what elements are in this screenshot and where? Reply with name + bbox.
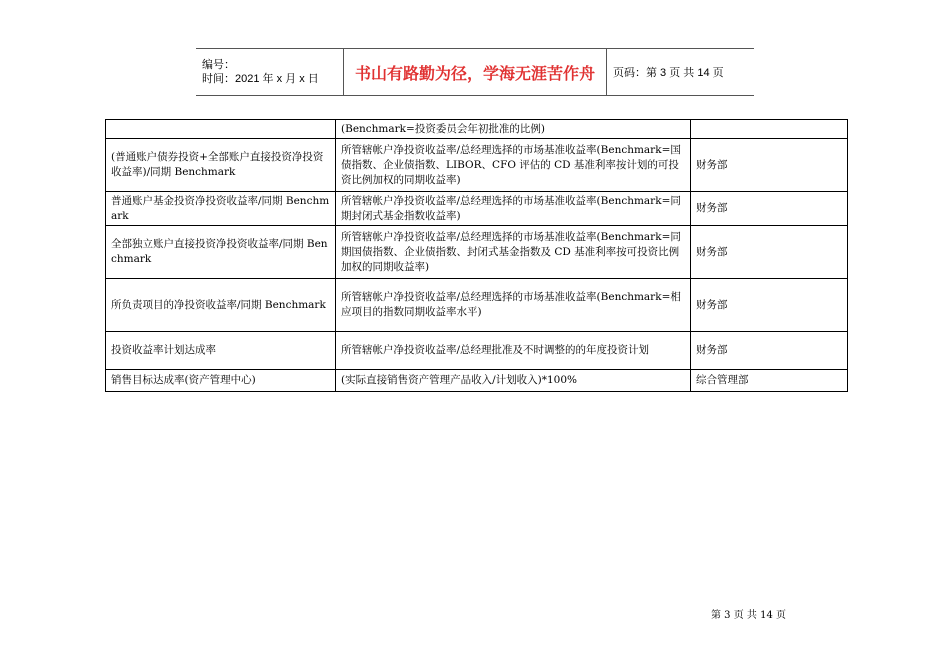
document-number-label: 编号： xyxy=(202,59,235,71)
department-cell: 财务部 xyxy=(691,279,848,332)
metric-cell xyxy=(106,120,336,139)
table-row xyxy=(106,192,848,226)
table-row xyxy=(106,226,848,279)
kpi-table xyxy=(105,119,848,392)
definition-cell: 所管辖帐户净投资收益率/总经理选择的市场基准收益率(Benchmark=相应项目的指数同期收益率水平) xyxy=(336,279,691,332)
definition-cell: (实际直接销售资产管理产品收入/计划收入)*100% xyxy=(336,370,691,392)
header-motto: 书山有路勤为径，学海无涯苦作舟 xyxy=(344,49,607,96)
definition-cell: 所管辖帐户净投资收益率/总经理选择的市场基准收益率(Benchmark=同期国债指数、企业债指数、封闭式基金指数及 CD 基准利率按可投资比例加权的同期收益率) xyxy=(336,226,691,279)
metric-cell: (普通账户债券投资+全部账户直接投资净投资收益率)/同期 Benchmark xyxy=(106,139,336,192)
table-row xyxy=(106,139,848,192)
metric-cell: 所负责项目的净投资收益率/同期 Benchmark xyxy=(106,279,336,332)
department-cell: 财务部 xyxy=(691,226,848,279)
department-cell: 财务部 xyxy=(691,332,848,370)
definition-cell: 所管辖帐户净投资收益率/总经理选择的市场基准收益率(Benchmark=国债指数、企业债指数、LIBOR、CFO 评估的 CD 基准利率按计划的可投资比例加权的同期收益率) xyxy=(336,139,691,192)
department-cell xyxy=(691,120,848,139)
table-row xyxy=(106,120,848,139)
definition-cell: 所管辖帐户净投资收益率/总经理批准及不时调整的的年度投资计划 xyxy=(336,332,691,370)
header-page-number: 页码：第 3 页 共 14 页 xyxy=(607,49,755,96)
page-header xyxy=(196,48,754,96)
metric-cell: 销售目标达成率(资产管理中心) xyxy=(106,370,336,392)
department-cell: 财务部 xyxy=(691,192,848,226)
metric-cell: 投资收益率计划达成率 xyxy=(106,332,336,370)
metric-cell: 全部独立账户直接投资净投资收益率/同期 Benchmark xyxy=(106,226,336,279)
table-row xyxy=(106,279,848,332)
page-footer-number: 第 3 页 共 14 页 xyxy=(711,610,786,621)
metric-cell: 普通账户基金投资净投资收益率/同期 Benchmark xyxy=(106,192,336,226)
document-date: 时间：2021 年 x 月 x 日 xyxy=(202,73,319,85)
table-row xyxy=(106,370,848,392)
department-cell: 综合管理部 xyxy=(691,370,848,392)
definition-cell: 所管辖帐户净投资收益率/总经理选择的市场基准收益率(Benchmark=同期封闭式基金指数收益率) xyxy=(336,192,691,226)
definition-cell: (Benchmark=投资委员会年初批准的比例) xyxy=(336,120,691,139)
header-left xyxy=(196,49,344,96)
table-row xyxy=(106,332,848,370)
department-cell: 财务部 xyxy=(691,139,848,192)
